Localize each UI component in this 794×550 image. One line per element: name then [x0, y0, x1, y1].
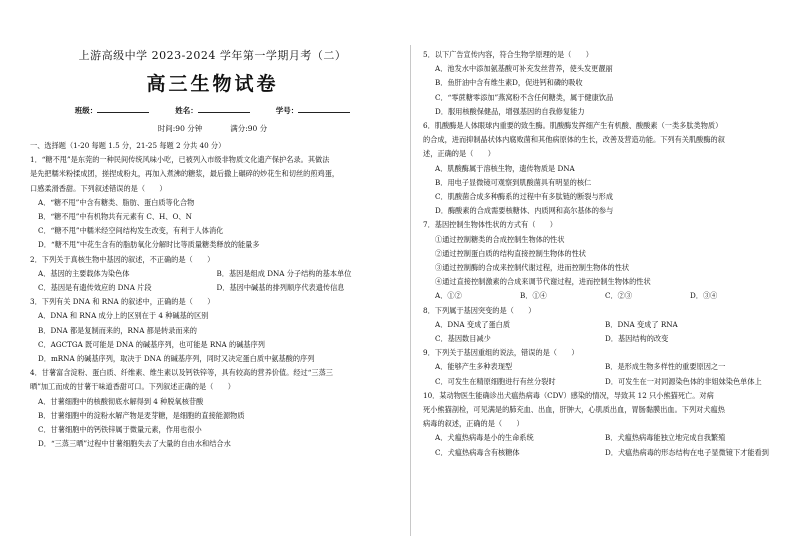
- question-5: [423, 48, 775, 119]
- id-blank[interactable]: [298, 104, 350, 113]
- question-1: [30, 153, 395, 252]
- exam-score: 满分:90 分: [230, 124, 268, 133]
- question-10: [423, 389, 775, 460]
- option: D．基因中碱基的排列顺序代表遗传信息: [216, 283, 345, 293]
- option: D．“糖不甩”中花生含有的脂肪氧化分解时比等质量糖类释放的能量多: [38, 240, 260, 250]
- question-stem: 是先把糯米粉揉成团，搓捏成粉丸，再加入煮沸的糖浆，最后撒上碾碎的炒花生和切丝的煎鸡蛋，: [30, 169, 340, 179]
- option: C．基因数目减少: [435, 334, 491, 344]
- statement: ①通过控制糖类的合成控制生物体的性状: [435, 234, 565, 244]
- option: C．“零蔗糖零添加”燕窝粉不含任何糖类，属于健康饮品: [435, 92, 614, 102]
- option: C．犬瘟热病毒含有核糖体: [435, 447, 520, 457]
- question-2: [30, 253, 395, 296]
- question-stem: 2．下列关于真核生物中基因的叙述，不正确的是（ ）: [30, 254, 215, 264]
- option: B．①④: [520, 291, 547, 301]
- option-row: [30, 281, 395, 295]
- option: A．肌酸酶属于溶核生物，遗传物质是 DNA: [435, 163, 575, 173]
- question-stem: 病毒的叙述，正确的是（ ）: [423, 419, 524, 429]
- question-stem: 5．以下广告宣传内容，符合生物学原理的是（ ）: [423, 50, 593, 59]
- column-divider: [410, 45, 411, 536]
- class-field[interactable]: 班级：: [75, 104, 150, 118]
- option: D．mRNA 的碱基序列，取决于 DNA 的碱基序列，同时又决定蛋白质中氨基酸的序列: [38, 354, 315, 364]
- statement: ④通过直接控制激素的合成来调节代谢过程，进而控制生物体的性状: [435, 277, 651, 287]
- option: D．③④: [690, 291, 718, 301]
- option: A．能够产生多种表现型: [435, 362, 513, 372]
- question-stem: 述，正确的是（ ）: [423, 149, 495, 159]
- option: C．可发生在精原细胞进行有丝分裂时: [435, 376, 556, 386]
- option: C．AGCTGA 既可能是 DNA 的碱基序列，也可能是 RNA 的碱基序列: [38, 339, 265, 349]
- option-row: [423, 332, 775, 346]
- option: C．甘薯细胞中的钙铁锌属于微量元素，作用也很小: [38, 425, 202, 435]
- option-row: [423, 446, 775, 460]
- question-stem: 7．基因控制生物体性状的方式有（ ）: [423, 220, 557, 230]
- option: B．用电子显微镜可观察到肌酸菌具有明显的核仁: [435, 177, 592, 187]
- question-9: [423, 346, 775, 389]
- option: B．是形成生物多样性的重要原因之一: [605, 362, 726, 372]
- option: C．②③: [605, 291, 633, 301]
- option: A．犬瘟热病毒是小的生命系统: [435, 433, 534, 443]
- option: A．池发水中添加氨基酸可补充发丝营养，使头发更靓丽: [435, 64, 613, 74]
- question-4: [30, 366, 395, 451]
- exam-title: 高三生物试卷: [146, 73, 279, 95]
- option: B．“糖不甩”中有机物共有元素有 C、H、O、N: [38, 212, 192, 222]
- question-stem: 4．甘薯富含淀粉、蛋白质、纤维素、维生素以及钙铁锌等，具有较高的营养价值。经过“三蒸三: [30, 368, 333, 378]
- option: A．DNA 变成了蛋白质: [435, 319, 511, 329]
- id-field[interactable]: 学号：: [276, 104, 351, 118]
- option: B．鱼肝油中含有维生素D，促进钙和磷的吸收: [435, 78, 583, 88]
- exam-time: 时间:90 分钟: [157, 124, 203, 133]
- question-stem: 8．下列属于基因突变的是（ ）: [423, 305, 536, 315]
- question-3: [30, 295, 395, 366]
- option-row: [30, 267, 395, 281]
- option: A．①②: [435, 291, 462, 301]
- section-heading: 一、选择题（1-20 每题 1.5 分，21-25 每题 2 分共 40 分）: [30, 141, 226, 150]
- option-row: [423, 360, 775, 374]
- student-info: [30, 104, 395, 118]
- name-field[interactable]: 姓名：: [175, 104, 250, 118]
- option-row: [423, 431, 775, 445]
- statement: ②通过控制蛋白质的结构直接控制生物体的性状: [435, 248, 586, 258]
- school-title: 上游高级中学 2023-2024 学年第一学期月考（二）: [78, 49, 347, 62]
- option: A．DNA 和 RNA 成分上的区别在于 4 种碱基的区别: [38, 311, 209, 321]
- option: C．基因是有遗传效应的 DNA 片段: [38, 283, 152, 293]
- option: C．“糖不甩”中糯米经空间结构发生改变，有利于人体消化: [38, 226, 224, 236]
- question-stem: 10．某动物医生能确诊出犬瘟热病毒（CDV）感染的情况，导致其 12 只小熊猫死亡。对病: [423, 390, 714, 400]
- statement: ③通过控制酶的合成来控制代谢过程，进而控制生物体的性状: [435, 263, 630, 273]
- option: B．甘薯细胞中的淀粉水解产物是麦芽糖，是细胞的直接能源物质: [38, 410, 245, 420]
- option: B．基因是组成 DNA 分子结构的基本单位: [216, 268, 352, 278]
- option: B．犬瘟热病毒能独立地完成自我繁殖: [605, 433, 726, 443]
- question-stem: 死小熊猫剖检，可见满是的肺充血、出血，肝肿大，心肌质出血，胃肠黏膜出血。下列对犬瘟热: [423, 405, 725, 415]
- question-stem: 口感柔滑香甜。下列叙述错误的是（ ）: [30, 183, 167, 193]
- option: D．“三蒸三晒”过程中甘薯细胞失去了大量的自由水和结合水: [38, 439, 231, 449]
- question-stem: 的合成，进而抑制晶状体内腐败菌和其他病原体的生长，改善及营造功能。下列有关肌酸酶的叙: [423, 135, 725, 145]
- option: D．基因结构的改变: [605, 334, 669, 344]
- question-stem: 晒”加工而成的甘薯干味道香甜可口。下列叙述正确的是（ ）: [30, 382, 235, 392]
- option: B．DNA 变成了 RNA: [605, 319, 678, 329]
- option: A．“糖不甩”中含有糖类、脂肪、蛋白质等化合物: [38, 197, 195, 207]
- option: D．酶酸素的合成需要核糖体、内质网和高尔基体的参与: [435, 206, 614, 216]
- class-blank[interactable]: [97, 104, 149, 113]
- option-row: [423, 318, 775, 332]
- option: D．服用核酸保健品，增强基因的自我修复能力: [435, 106, 585, 116]
- exam-time-score: [30, 121, 395, 137]
- question-stem: 1．“糖不甩”是东莞的一种民间传统风味小吃，已被列入市级非物质文化遗产保护名录。其做法: [30, 155, 330, 165]
- right-column: [423, 48, 775, 544]
- option-row: [423, 375, 775, 389]
- question-6: [423, 119, 775, 218]
- name-blank[interactable]: [198, 104, 250, 113]
- option: A．基因的主要载体为染色体: [38, 268, 130, 278]
- option: D．可发生在一对同源染色体的非姐妹染色单体上: [605, 376, 762, 386]
- question-8: [423, 304, 775, 347]
- option-row: [423, 289, 775, 303]
- question-7: [423, 218, 775, 303]
- question-stem: 9．下列关于基因重组的说法，错误的是（ ）: [423, 348, 579, 358]
- option: B．DNA 都是复制而来的，RNA 都是转录而来的: [38, 325, 197, 335]
- question-stem: 3．下列有关 DNA 和 RNA 的叙述中，正确的是（ ）: [30, 297, 215, 307]
- question-stem: 6．肌酸酶是人体眼球内重要的致生酶。肌酸酶发挥细产生有机酸、酸酸素（一类多肽类物质）: [423, 121, 723, 131]
- left-column: [30, 48, 395, 544]
- option: A．甘薯细胞中的核酸彻底水解得到 4 种脱氧核苷酸: [38, 396, 204, 406]
- option: D．犬瘟热病毒的形态结构在电子显微镜下才能看到: [605, 447, 769, 457]
- option: C．肌酸菌合成多种酶系的过程中有多肽链的断裂与形成: [435, 192, 614, 202]
